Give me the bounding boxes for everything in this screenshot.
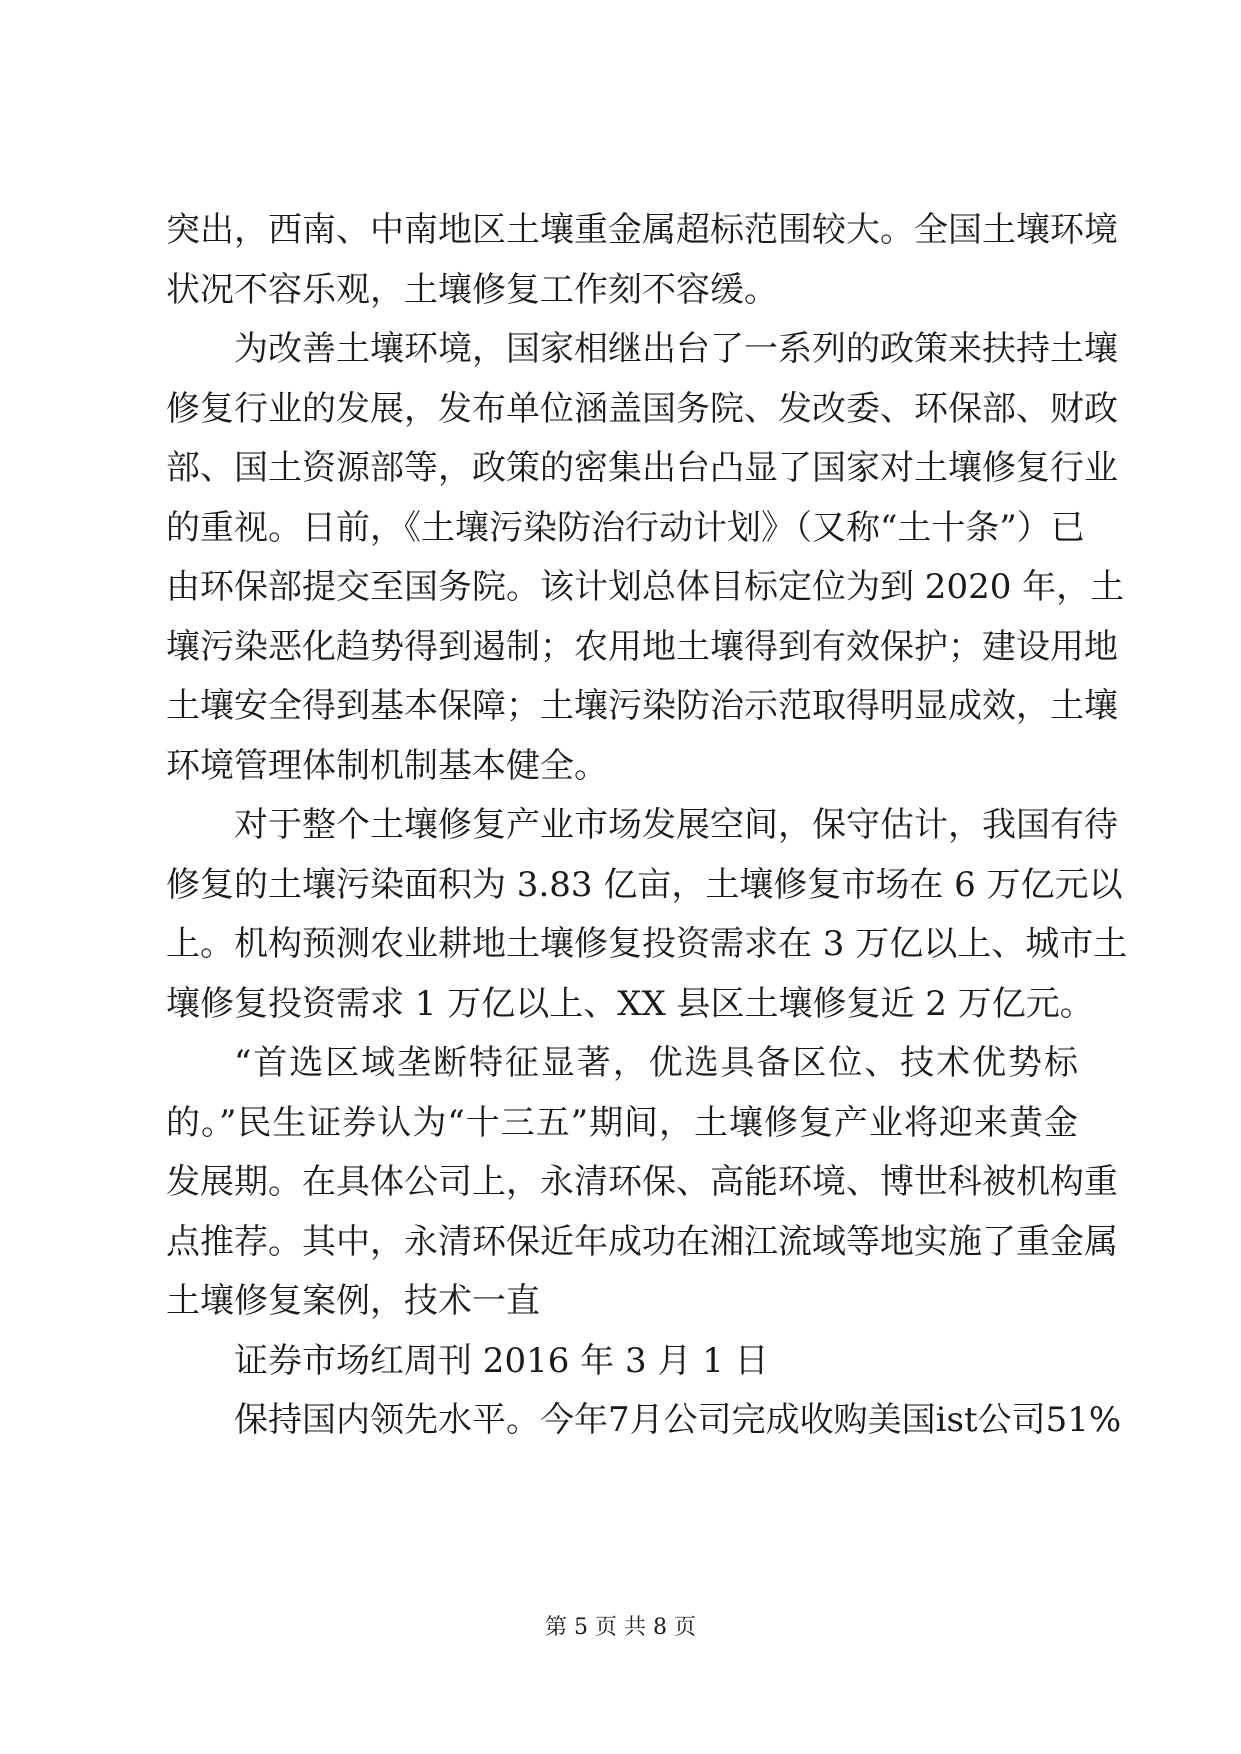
paragraph-start-line: 为改善土壤环境，国家相继出台了一系列的政策来扶持土壤 — [234, 329, 1118, 369]
paragraph-start-line: 对于整个土壤修复产业市场发展空间，保守估计，我国有待 — [234, 805, 1118, 845]
text-line: 的重视。日前，《土壤污染防治行动计划》（又称“土十条”）已 — [166, 508, 1085, 548]
text-line: 土壤安全得到基本保障；土壤污染防治示范取得明显成效，土壤 — [166, 686, 1118, 726]
text-line: 点推荐。其中，永清环保近年成功在湘江流域等地实施了重金属 — [166, 1222, 1118, 1262]
text-line: 的。”民生证券认为“十三五”期间，土壤修复产业将迎来黄金 — [166, 1103, 1078, 1143]
text-line: 突出，西南、中南地区土壤重金属超标范围较大。全国土壤环境 — [166, 210, 1118, 250]
paragraph-start-line: 保持国内领先水平。今年7月公司完成收购美国ist公司51% — [234, 1400, 1122, 1440]
source-citation-line: 证券市场红周刊 2016 年 3 月 1 日 — [234, 1341, 769, 1381]
text-line: 状况不容乐观，土壤修复工作刻不容缓。 — [166, 270, 778, 310]
text-line: 修复行业的发展，发布单位涵盖国务院、发改委、环保部、财政 — [166, 389, 1118, 429]
text-line: 由环保部提交至国务院。该计划总体目标定位为到 2020 年，土 — [166, 567, 1125, 607]
text-line: 壤修复投资需求 1 万亿以上、XX 县区土壤修复近 2 万亿元。 — [166, 984, 1094, 1024]
text-line: 土壤修复案例，技术一直 — [166, 1281, 540, 1321]
page-number-footer: 第 5 页 共 8 页 — [545, 1615, 696, 1640]
text-line: 发展期。在具体公司上，永清环保、高能环境、博世科被机构重 — [166, 1162, 1118, 1202]
text-line: 环境管理体制机制基本健全。 — [166, 746, 608, 786]
text-line: 壤污染恶化趋势得到遏制；农用地土壤得到有效保护；建设用地 — [166, 627, 1118, 667]
text-line: 上。机构预测农业耕地土壤修复投资需求在 3 万亿以上、城市土 — [166, 924, 1128, 964]
paragraph-start-line: “首选区域垄断特征显著，优选具备区位、技术优势标 — [234, 1043, 1078, 1083]
text-line: 修复的土壤污染面积为 3.83 亿亩，土壤修复市场在 6 万亿元以 — [166, 865, 1123, 905]
text-line: 部、国土资源部等，政策的密集出台凸显了国家对土壤修复行业 — [166, 448, 1118, 488]
